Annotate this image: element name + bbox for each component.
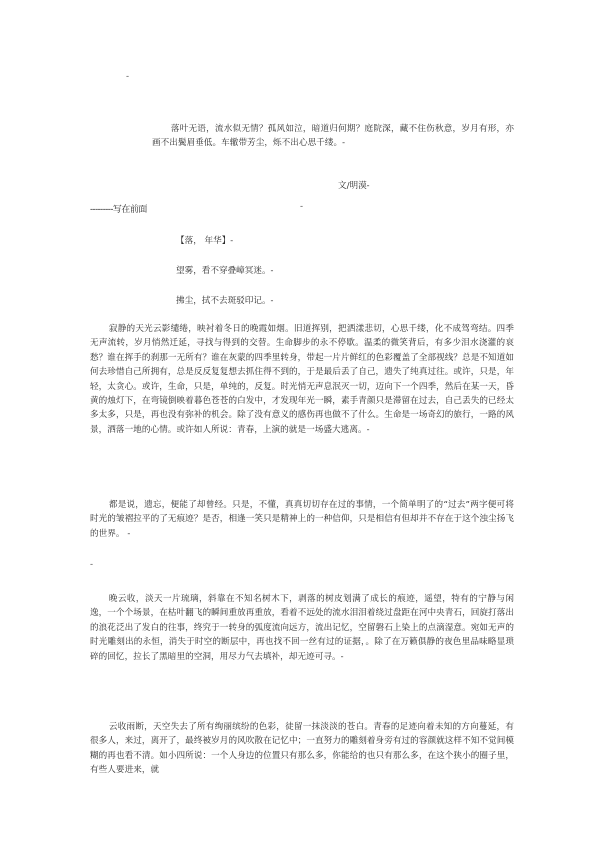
body-paragraph-1: 寂静的天光云影缱绻，映衬着冬日的晚霞如烟。旧道挥别，把洒漾悲切，心思千缕，化不成驾弯结。四季无声流转，岁月悄然迁延，寻找与得到的交替。生命脚步的永不停歇。温柔的微笑背后，有多少泪水浇灌的哀愁？谁在挥手的刹那一无所有？谁在灰蒙的四季里转身，带起一片片鲜红的色彩覆盖了全部视线？总是不知道如何去珍惜自己所拥有，总是反反复复想去抓住得不到的，于是最后丢了自己，遗失了纯真过往。或许，只是，年轻，太贪心。或许，生命，只是，单纯的，反复。时光悄无声息泯灭一切，迈向下一个四季，然后在某一天，昏黄的烛灯下，在弯镜倒映着暮色苍苍的白发中，才发现年光一瞬，素手青颜只是滞留在过去，自己丢失的已经太多太多，只是，再也没有弥补的机会。除了没有意义的感伤再也做不了什么。生命是一场奇幻的旅行，一路的风景，洒落一地的心情。或许如人所说：青春，上演的就是一场盛大逃离。- (90, 324, 514, 435)
stray-mark-middle: - (90, 560, 94, 570)
preface-header (90, 202, 147, 215)
body-paragraph-3: 晚云收，淡天一片琉璃，斜靠在不知名树木下，剥落的树皮划满了成长的痕迹，遥望，特有的宁静与闲逸，一个个场景，在枯叶翻飞的瞬间重放再重放，看着不远处的流水泪泪着绕过盘距在河中央青石，回旋打落出的浪花泛出了发白的往事，终究于一转身的弧度流向远方，流出记忆，空留磐石上染上的点滴湿意。宛如无声的时光雕刻出的永恒，消失于时空的断层中，再也找不回一丝有过的证据，。除了在万籁俱静的夜色里品味略显琐碎的回忆，拉长了黑暗里的空洞，用尽力气去填补，却无迹可寻。- (90, 594, 514, 662)
author-line: 文/明漠- (338, 181, 370, 191)
couplet-line-1: 望雾，看不穿叠嶂冥迷。- (176, 266, 274, 276)
preface-dashes: --------- (90, 205, 113, 215)
section-heading: 【落， 年华】- (176, 236, 234, 246)
couplet-line-2: 拂尘，拭不去斑驳印记。- (176, 296, 274, 306)
body-paragraph-2: 都是说，遗忘，便能了却曾经。只是，不懂，真真切切存在过的事情，一个简单明了的“过去”两字便可将时光的皱褶拉平的了无痕迹？是否，相逢一笑只是精神上的一种信仰，只是相信有但却并不存在于这个浊尘扬飞的世界。 - (90, 500, 514, 539)
body-paragraph-4: 云收雨断，天空失去了所有绚丽缤纷的色彩，徒留一抹淡淡的苍白。青春的足迹向着未知的方向蔓延，有很多人，来过，离开了，最终被岁月的风吹散在记忆中；一直努力的雕刻着身旁有过的容颜就这样不知不觉间模糊的再也看不清。如小四所说：一个人身边的位置只有那么多，你能给的也只有那么多，在这个狭小的圈子里，有些人要进来，就 (90, 722, 514, 776)
stray-mark-top: - (126, 72, 130, 82)
intro-paragraph: 落叶无语，流水似无情？孤风如泣，暗道归何期？庭院深，藏不住伤秋意，岁月有形，亦画不出鬓眉垂低。车辙带芳尘，烁不出心思千缕。- (152, 124, 514, 149)
preface-trailing-mark: - (300, 202, 304, 212)
preface-label: 写在前面 (112, 205, 147, 215)
